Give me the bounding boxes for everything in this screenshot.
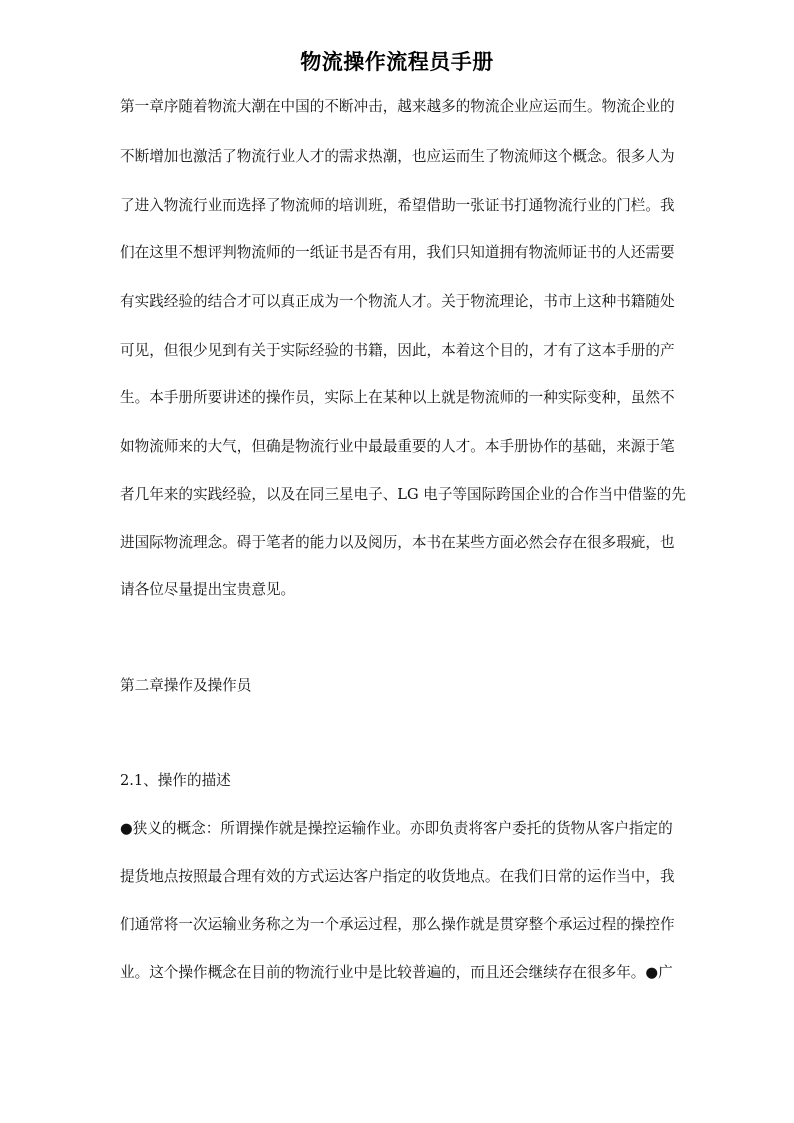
body-line: 生。本手册所要讲述的操作员，实际上在某种以上就是物流师的一种实际变种，虽然不 bbox=[120, 389, 675, 406]
body-line: 进国际物流理念。碍于笔者的能力以及阅历，本书在某些方面必然会存在很多瑕疵，也 bbox=[120, 534, 675, 551]
body-line: 了进入物流行业而选择了物流师的培训班，希望借助一张证书打通物流行业的门栏。我 bbox=[120, 197, 675, 214]
body-line: 请各位尽量提出宝贵意见。 bbox=[120, 581, 296, 598]
section-heading: 2.1、操作的描述 bbox=[120, 772, 231, 789]
body-line: 第一章序随着物流大潮在中国的不断冲击，越来越多的物流企业应运而生。物流企业的 bbox=[120, 98, 675, 115]
body-line: 如物流师来的大气，但确是物流行业中最最重要的人才。本手册协作的基础，来源于笔 bbox=[120, 438, 675, 455]
body-line: 不断增加也激活了物流行业人才的需求热潮，也应运而生了物流师这个概念。很多人为 bbox=[120, 148, 675, 165]
body-line: 者几年来的实践经验，以及在同三星电子、LG 电子等国际跨国企业的合作当中借鉴的先 bbox=[120, 486, 686, 503]
body-line: ●狭义的概念：所谓操作就是操控运输作业。亦即负责将客户委托的货物从客户指定的 bbox=[120, 820, 673, 837]
chapter-heading: 第二章操作及操作员 bbox=[120, 677, 252, 694]
body-line: 们在这里不想评判物流师的一纸证书是否有用，我们只知道拥有物流师证书的人还需要 bbox=[120, 244, 675, 261]
document-title: 物流操作流程员手册 bbox=[300, 49, 494, 74]
body-line: 业。这个操作概念在目前的物流行业中是比较普遍的，而且还会继续存在很多年。●广 bbox=[120, 964, 673, 981]
body-line: 有实践经验的结合才可以真正成为一个物流人才。关于物流理论，书市上这种书籍随处 bbox=[120, 293, 675, 310]
body-line: 们通常将一次运输业务称之为一个承运过程，那么操作就是贯穿整个承运过程的操控作 bbox=[120, 916, 675, 933]
body-line: 提货地点按照最合理有效的方式运达客户指定的收货地点。在我们日常的运作当中，我 bbox=[120, 868, 675, 885]
body-line: 可见，但很少见到有关于实际经验的书籍，因此，本着这个目的，才有了这本手册的产 bbox=[120, 342, 675, 359]
